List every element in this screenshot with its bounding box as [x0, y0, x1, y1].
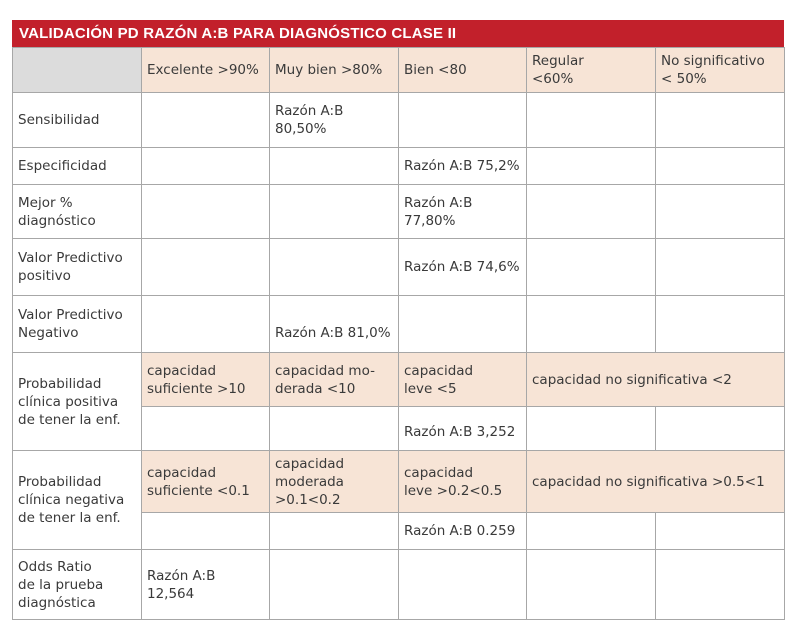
cell-empty — [656, 239, 785, 296]
row-label-odds-ratio: Odds Ratio de la prueba diagnóstica — [13, 550, 142, 620]
row-especificidad — [13, 148, 785, 185]
cell-empty — [142, 296, 270, 353]
row-prob-pos-capacity — [13, 353, 785, 407]
cell-vpp-bien: Razón A:B 74,6% — [399, 239, 527, 296]
cell-prob-pos-muy-bien: capacidad mo- derada <10 — [270, 353, 399, 407]
cell-prob-pos-no-significativa: capacidad no significativa <2 — [527, 353, 785, 407]
row-sensibilidad — [13, 93, 785, 148]
cell-prob-neg-excelente: capacidad suficiente <0.1 — [142, 451, 270, 513]
row-prob-neg-capacity — [13, 451, 785, 513]
cell-empty — [142, 185, 270, 239]
row-mejor-diagnostico — [13, 185, 785, 239]
cell-empty — [527, 185, 656, 239]
validation-table-container — [12, 20, 784, 620]
cell-empty — [270, 185, 399, 239]
cell-vpn-muy-bien: Razón A:B 81,0% — [270, 296, 399, 353]
row-label-vpn: Valor Predictivo Negativo — [13, 296, 142, 353]
cell-empty — [527, 239, 656, 296]
header-muy-bien: Muy bien >80% — [270, 48, 399, 93]
cell-empty — [399, 550, 527, 620]
cell-empty — [399, 296, 527, 353]
cell-empty — [270, 550, 399, 620]
cell-prob-pos-bien: capacidad leve <5 — [399, 353, 527, 407]
cell-empty — [656, 550, 785, 620]
cell-empty — [656, 513, 785, 550]
cell-prob-neg-value: Razón A:B 0.259 — [399, 513, 527, 550]
cell-prob-pos-value: Razón A:B 3,252 — [399, 407, 527, 451]
cell-empty — [656, 148, 785, 185]
cell-empty — [270, 513, 399, 550]
cell-empty — [270, 148, 399, 185]
row-label-prob-pos: Probabilidad clínica positiva de tener la enf. — [13, 353, 142, 451]
cell-empty — [527, 407, 656, 451]
cell-empty — [270, 407, 399, 451]
cell-especificidad-bien: Razón A:B 75,2% — [399, 148, 527, 185]
validation-table — [12, 47, 785, 620]
cell-empty — [527, 296, 656, 353]
cell-empty — [142, 93, 270, 148]
header-regular: Regular <60% — [527, 48, 656, 93]
cell-prob-pos-excelente: capacidad suficiente >10 — [142, 353, 270, 407]
header-corner-cell — [13, 48, 142, 93]
cell-empty — [527, 93, 656, 148]
header-bien: Bien <80 — [399, 48, 527, 93]
row-vpp — [13, 239, 785, 296]
cell-prob-neg-bien: capacidad leve >0.2<0.5 — [399, 451, 527, 513]
row-label-vpp: Valor Predictivo positivo — [13, 239, 142, 296]
cell-empty — [656, 93, 785, 148]
header-excelente: Excelente >90% — [142, 48, 270, 93]
cell-empty — [527, 148, 656, 185]
row-label-mejor-diagnostico: Mejor % diagnóstico — [13, 185, 142, 239]
cell-odds-excelente: Razón A:B 12,564 — [142, 550, 270, 620]
cell-empty — [142, 513, 270, 550]
row-label-sensibilidad: Sensibilidad — [13, 93, 142, 148]
cell-empty — [656, 296, 785, 353]
cell-empty — [656, 407, 785, 451]
row-label-especificidad: Especificidad — [13, 148, 142, 185]
cell-prob-neg-no-significativa: capacidad no significativa >0.5<1 — [527, 451, 785, 513]
row-vpn — [13, 296, 785, 353]
cell-empty — [142, 148, 270, 185]
header-row — [13, 48, 785, 93]
cell-mejor-bien: Razón A:B 77,80% — [399, 185, 527, 239]
cell-empty — [656, 185, 785, 239]
cell-empty — [142, 407, 270, 451]
cell-empty — [527, 513, 656, 550]
table-title: VALIDACIÓN PD RAZÓN A:B PARA DIAGNÓSTICO CLASE II — [12, 20, 784, 47]
cell-empty — [399, 93, 527, 148]
cell-sensibilidad-muy-bien: Razón A:B 80,50% — [270, 93, 399, 148]
header-no-significativo: No significativo < 50% — [656, 48, 785, 93]
cell-empty — [527, 550, 656, 620]
row-label-prob-neg: Probabilidad clínica negativa de tener la enf. — [13, 451, 142, 550]
row-odds-ratio — [13, 550, 785, 620]
cell-empty — [142, 239, 270, 296]
cell-empty — [270, 239, 399, 296]
cell-prob-neg-muy-bien: capacidad moderada >0.1<0.2 — [270, 451, 399, 513]
